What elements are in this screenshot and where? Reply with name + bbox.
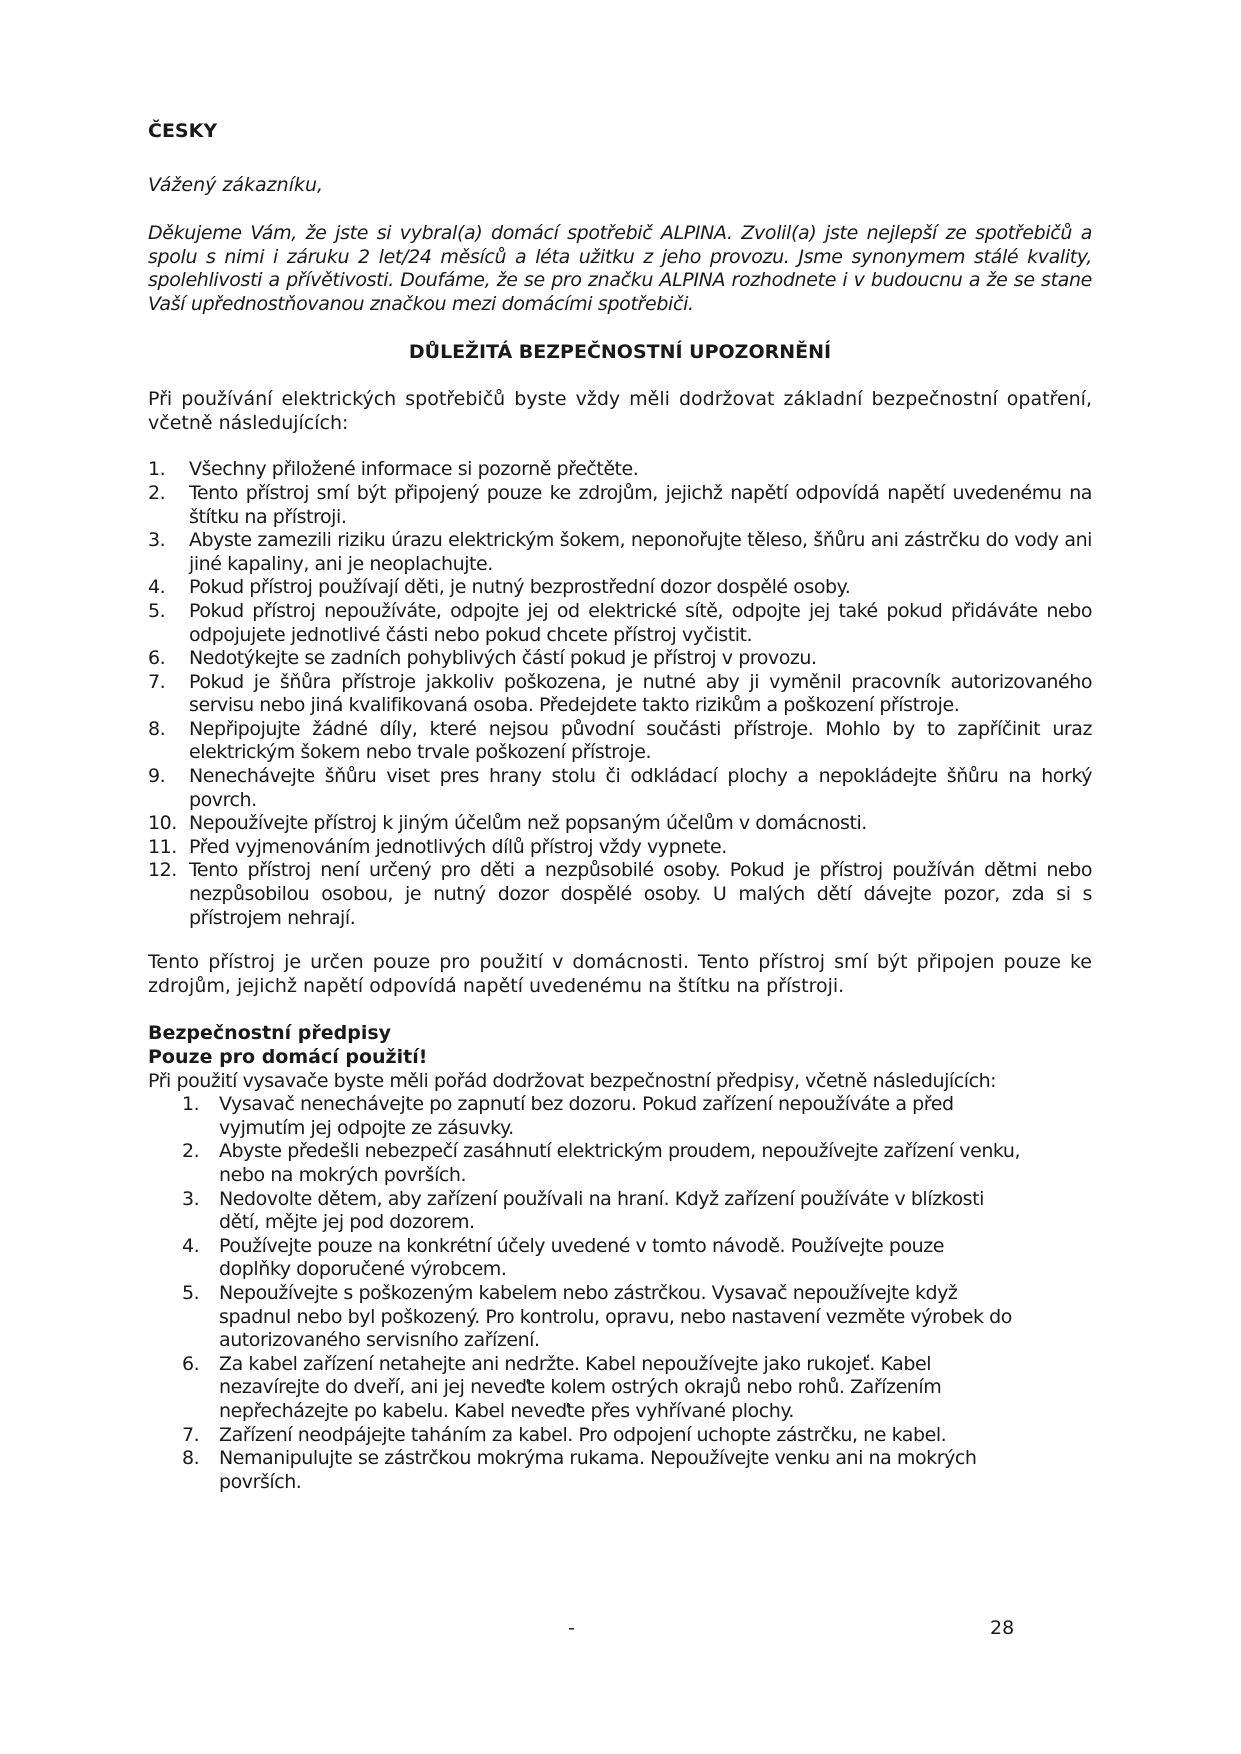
item-text: Tento přístroj není určený pro děti a nezpůsobilé osoby. Pokud je přístroj používán dětmi nebo nezpůsobilou osobou, je nutný dozor dospělé osoby. U malých dětí dávejte pozor, zda si s přístrojem nehrají. <box>189 859 1092 929</box>
item-text: Pokud je šňůra přístroje jakkoliv poškozena, je nutné aby ji vyměnil pracovník autorizovaného servisu nebo jiná kvalifikovaná osoba. Předejdete takto rizikům a poškození přístroje. <box>189 670 1092 717</box>
greeting: Vážený zákazníku, <box>148 173 324 196</box>
list-item <box>148 812 1092 836</box>
list-item <box>148 859 1092 930</box>
item-line: Vysavač nenechávejte po zapnutí bez dozoru. Pokud zařízení nepoužíváte a před <box>219 1093 954 1116</box>
list-item <box>148 718 1092 765</box>
list-item <box>182 1447 1092 1494</box>
item-number: 5. <box>148 599 166 622</box>
item-text: Pokud přístroj nepoužíváte, odpojte jej od elektrické sítě, odpojte jej také pokud přidáváte nebo odpojujete jednotlivé části nebo pokud chcete přístroj vyčistit. <box>189 599 1092 646</box>
item-line: nebo na mokrých površích. <box>219 1163 467 1186</box>
item-number: 10. <box>148 812 177 835</box>
item-line: dětí, mějte jej pod dozorem. <box>219 1211 475 1234</box>
item-number: 4. <box>148 576 166 599</box>
item-number: 3. <box>148 529 166 552</box>
list-item <box>148 671 1092 718</box>
list-item <box>182 1423 1092 1448</box>
regs-intro: Při použití vysavače byste měli pořád dodržovat bezpečnostní předpisy, včetně následujících: <box>148 1069 997 1092</box>
item-number: 8. <box>182 1447 200 1470</box>
list-item <box>148 647 1092 671</box>
list-item <box>182 1140 1092 1187</box>
vacuum-rules-list <box>148 1093 1092 1494</box>
item-text: Všechny přiložené informace si pozorně přečtěte. <box>189 458 639 481</box>
safety-list <box>148 458 1092 930</box>
list-item <box>182 1234 1092 1282</box>
safety-intro: Při používání elektrických spotřebičů byste vždy měli dodržovat základní bezpečnostní opatření, včetně následujících: <box>148 388 1092 434</box>
item-line: Zařízení neodpájejte taháním za kabel. Pro odpojení uchopte zástrčku, ne kabel. <box>219 1423 947 1446</box>
item-line: spadnul nebo byl poškozený. Pro kontrolu, opravu, nebo nastavení vezměte výrobek do <box>219 1305 1012 1328</box>
item-number: 11. <box>148 835 177 858</box>
list-item <box>182 1093 1092 1140</box>
list-item <box>148 600 1092 647</box>
item-line: površích. <box>219 1470 302 1493</box>
item-line: nezavírejte do dveří, ani jej neveďte kolem ostrých okrajů nebo rohů. Zařízením <box>219 1376 942 1399</box>
regs-subtitle: Pouze pro domácí použití! <box>148 1046 428 1068</box>
safety-heading: DŮLEŽITÁ BEZPEČNOSTNÍ UPOZORNĚNÍ <box>408 340 832 363</box>
item-text: Pokud přístroj používají děti, je nutný bezprostřední dozor dospělé osoby. <box>189 576 851 599</box>
list-item <box>148 765 1092 812</box>
list-item <box>148 529 1092 576</box>
item-text: Před vyjmenováním jednotlivých dílů přístroj vždy vypnete. <box>189 835 727 858</box>
item-line: doplňky doporučené výrobcem. <box>219 1258 507 1281</box>
item-number: 6. <box>148 647 166 670</box>
item-line: Nemanipulujte se zástrčkou mokrýma rukama. Nepoužívejte venku ani na mokrých <box>219 1447 977 1470</box>
item-number: 6. <box>182 1352 200 1375</box>
item-line: Abyste předešli nebezpečí zasáhnutí elektrickým proudem, nepoužívejte zařízení venku, <box>219 1140 1021 1163</box>
item-line: nepřecházejte po kabelu. Kabel neveďte přes vyhřívané plochy. <box>219 1399 794 1422</box>
item-number: 4. <box>182 1234 200 1257</box>
list-item <box>182 1187 1092 1235</box>
item-number: 5. <box>182 1281 200 1304</box>
item-number: 1. <box>148 458 166 481</box>
item-number: 2. <box>182 1140 200 1163</box>
item-number: 3. <box>182 1187 200 1210</box>
intro-paragraph: Děkujeme Vám, že jste si vybral(a) domácí spotřebič ALPINA. Zvolil(a) jste nejlepší ze spotřebičů a spolu s nimi i záruku 2 let/24 měsíců a léta užitku z jeho provozu. Jsme synonymem stálé kvality, spolehlivosti a přívětivosti. Doufáme, že se pro značku ALPINA rozhodnete i v budoucnu a že se stane Vaší upřednostňovanou značkou mezi domácími spotřebiči. <box>148 222 1092 315</box>
language-heading: ČESKY <box>148 120 218 142</box>
item-text: Nepoužívejte přístroj k jiným účelům než popsaným účelům v domácnosti. <box>189 812 867 835</box>
item-number: 7. <box>148 670 166 693</box>
list-item <box>182 1281 1092 1353</box>
list-item <box>148 482 1092 529</box>
list-item <box>148 576 1092 600</box>
item-line: autorizovaného servisního zařízení. <box>219 1329 540 1352</box>
manual-page <box>148 120 1092 1494</box>
footer-dash: - <box>568 1617 575 1639</box>
list-item <box>148 836 1092 860</box>
list-item <box>182 1352 1092 1424</box>
item-line: Za kabel zařízení netahejte ani nedržte. Kabel nepoužívejte jako rukojeť. Kabel <box>219 1352 932 1375</box>
item-text: Tento přístroj smí být připojený pouze ke zdrojům, jejichž napětí odpovídá napětí uvedenému na štítku na přístroji. <box>189 481 1092 528</box>
item-line: Nepoužívejte s poškozeným kabelem nebo zástrčkou. Vysavač nepoužívejte když <box>219 1281 958 1304</box>
item-text: Nedotýkejte se zadních pohyblivých částí pokud je přístroj v provozu. <box>189 647 817 670</box>
item-line: vyjmutím jej odpojte ze zásuvky. <box>219 1116 514 1139</box>
item-text: Abyste zamezili riziku úrazu elektrickým šokem, neponořujte těleso, šňůru ani zástrčku do vody ani jiné kapaliny, ani je neoplachujte. <box>189 529 1092 575</box>
item-text: Nenechávejte šňůru viset pres hrany stolu či odkládací plochy a nepokládejte šňůru na horký povrch. <box>189 765 1092 811</box>
item-number: 9. <box>148 765 166 788</box>
item-text: Nepřipojujte žádné díly, které nejsou původní součásti přístroje. Mohlo by to zapříčinit uraz elektrickým šokem nebo trvale poškození přístroje. <box>189 717 1092 764</box>
item-number: 7. <box>182 1423 200 1446</box>
item-number: 8. <box>148 717 166 740</box>
item-line: Používejte pouze na konkrétní účely uvedené v tomto návodě. Používejte pouze <box>219 1234 945 1257</box>
item-number: 1. <box>182 1093 200 1116</box>
regs-title: Bezpečnostní předpisy <box>148 1022 392 1045</box>
item-number: 2. <box>148 481 166 504</box>
page-number: 28 <box>990 1617 1015 1639</box>
item-line: Nedovolte dětem, aby zařízení používali na hraní. Když zařízení používáte v blízkosti <box>219 1187 984 1210</box>
item-number: 12. <box>148 859 177 882</box>
household-note: Tento přístroj je určen pouze pro použití v domácnosti. Tento přístroj smí být připojen pouze ke zdrojům, jejichž napětí odpovídá napětí uvedenému na štítku na přístroji. <box>148 951 1092 997</box>
list-item <box>148 458 1092 482</box>
